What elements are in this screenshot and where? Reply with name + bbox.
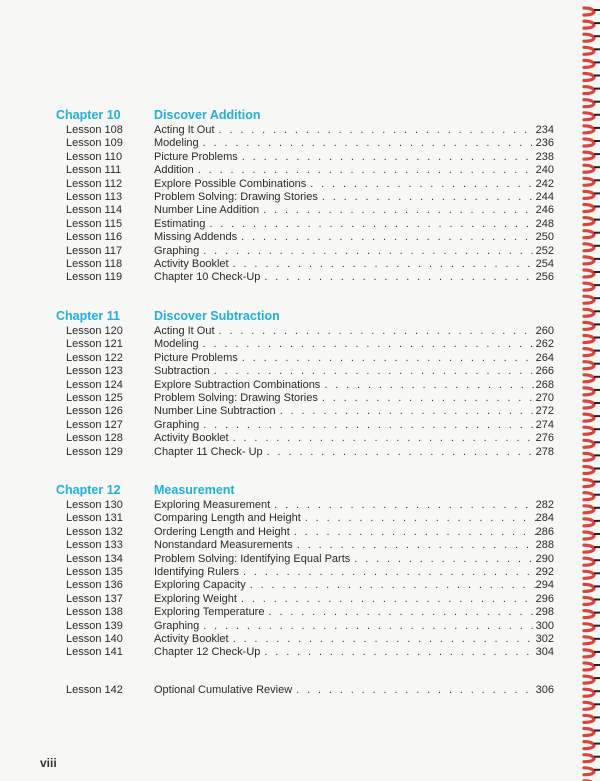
toc-entry[interactable] — [56, 338, 554, 351]
lesson-title: Missing Addends — [154, 231, 238, 244]
lesson-entry — [154, 606, 554, 619]
lesson-entry — [154, 325, 554, 338]
lesson-number: Lesson 118 — [66, 257, 123, 270]
lesson-number: Lesson 133 — [66, 539, 123, 552]
lesson-number: Lesson 128 — [66, 432, 123, 445]
lesson-number: Lesson 124 — [66, 378, 123, 391]
toc-entry[interactable] — [56, 257, 554, 271]
chapter-number: Chapter 11 — [56, 309, 120, 323]
chapter-heading — [56, 309, 496, 325]
page-number: 272 — [535, 405, 554, 418]
lesson-title: Modeling — [154, 137, 199, 150]
lesson-entry — [154, 338, 554, 351]
lesson-number: Lesson 142 — [66, 684, 123, 696]
binding-ring — [584, 21, 594, 28]
dot-leader — [294, 526, 536, 539]
page-number: 300 — [535, 619, 554, 632]
toc-entry[interactable] — [56, 391, 554, 405]
toc-entry[interactable] — [56, 565, 554, 579]
page-number: 242 — [535, 177, 554, 190]
toc-entry[interactable] — [56, 684, 554, 697]
binding-ring — [584, 584, 594, 591]
page-number: 256 — [535, 271, 554, 284]
lesson-number: Lesson 123 — [66, 365, 123, 378]
dot-leader — [233, 633, 536, 646]
lesson-entry — [154, 684, 554, 697]
dot-leader — [203, 620, 535, 633]
dot-leader — [274, 499, 535, 512]
dot-leader — [203, 245, 535, 258]
lesson-entry — [154, 646, 554, 659]
lesson-number: Lesson 120 — [66, 325, 123, 337]
dot-leader — [268, 606, 535, 619]
lesson-number: Lesson 129 — [66, 445, 123, 458]
lesson-entry — [154, 164, 554, 177]
binding-ring — [584, 689, 594, 696]
dot-leader — [305, 512, 536, 525]
lesson-entry — [154, 405, 554, 418]
lesson-number: Lesson 114 — [66, 204, 123, 217]
page-number: 294 — [535, 579, 554, 592]
lesson-title: Exploring Temperature — [154, 606, 265, 619]
lesson-entry — [154, 191, 554, 204]
spiral-binding — [570, 0, 600, 781]
page-number: 302 — [535, 632, 554, 645]
lesson-number: Lesson 132 — [66, 525, 123, 538]
binding-ring — [584, 178, 594, 185]
binding-ring — [584, 401, 594, 408]
dot-leader — [241, 593, 536, 606]
lesson-entry — [154, 566, 554, 579]
binding-ring — [584, 427, 594, 434]
chapter-number: Chapter 10 — [56, 108, 121, 122]
binding-ring — [584, 440, 594, 447]
binding-ring — [584, 571, 594, 578]
dot-leader — [198, 164, 536, 177]
binding-ring — [584, 506, 594, 513]
dot-leader — [242, 352, 536, 365]
lesson-title: Activity Booklet — [154, 432, 229, 445]
lesson-title: Graphing — [154, 418, 200, 431]
toc-entry[interactable] — [56, 351, 554, 365]
binding-ring — [584, 663, 594, 670]
binding-ring — [584, 676, 594, 683]
binding-ring — [584, 388, 594, 395]
toc-entry[interactable] — [56, 512, 554, 525]
binding-ring — [584, 231, 594, 238]
binding-ring — [584, 87, 594, 94]
lesson-entry — [154, 178, 554, 191]
toc-entry[interactable] — [56, 632, 554, 646]
page-number: 284 — [535, 512, 554, 525]
dot-leader — [203, 338, 536, 351]
binding-ring — [584, 34, 594, 41]
lesson-number: Lesson 108 — [66, 124, 123, 136]
lesson-number: Lesson 134 — [66, 552, 123, 565]
lesson-entry — [154, 526, 554, 539]
binding-ring — [584, 257, 594, 264]
page-number: 304 — [535, 646, 554, 659]
toc-entry[interactable] — [56, 619, 554, 633]
lesson-title: Exploring Measurement — [154, 499, 271, 511]
toc-entry[interactable] — [56, 418, 554, 432]
dot-leader — [322, 392, 536, 405]
toc-entry[interactable] — [56, 150, 554, 164]
dot-leader — [297, 539, 536, 552]
binding-ring — [584, 205, 594, 212]
lesson-number: Lesson 137 — [66, 592, 123, 605]
page-number: 268 — [535, 378, 554, 391]
chapter-number: Chapter 12 — [56, 483, 121, 497]
lesson-entry — [154, 124, 554, 137]
lesson-number: Lesson 112 — [66, 177, 123, 190]
lesson-entry — [154, 204, 554, 217]
binding-ring — [584, 362, 594, 369]
lesson-number: Lesson 111 — [66, 164, 122, 177]
lesson-title: Ordering Length and Height — [154, 525, 290, 538]
dot-leader — [219, 325, 536, 338]
lesson-title: Nonstandard Measurements — [154, 539, 293, 552]
lesson-title: Activity Booklet — [154, 632, 229, 645]
binding-ring — [584, 545, 594, 552]
binding-ring — [584, 742, 594, 749]
toc-entry[interactable] — [56, 244, 554, 258]
binding-ring — [584, 729, 594, 736]
binding-ring — [584, 100, 594, 107]
dot-leader — [280, 405, 536, 418]
page-number: 296 — [535, 592, 554, 605]
lesson-title: Acting It Out — [154, 325, 215, 337]
lesson-entry — [154, 593, 554, 606]
chapter-heading — [56, 483, 496, 499]
toc-entry[interactable] — [56, 539, 554, 552]
page-number: 270 — [535, 391, 554, 404]
lesson-entry — [154, 539, 554, 552]
lesson-title: Picture Problems — [154, 150, 238, 163]
binding-ring — [584, 467, 594, 474]
page-number: 248 — [535, 217, 554, 230]
dot-leader — [203, 137, 536, 150]
lesson-number: Lesson 141 — [66, 646, 123, 659]
binding-ring — [584, 218, 594, 225]
lesson-number: Lesson 140 — [66, 632, 123, 645]
binding-ring — [584, 558, 594, 565]
dot-leader — [233, 432, 536, 445]
lesson-title: Exploring Weight — [154, 592, 237, 605]
lesson-title: Chapter 11 Check- Up — [154, 445, 263, 458]
lesson-entry — [154, 245, 554, 258]
binding-ring — [584, 453, 594, 460]
lesson-title: Explore Subtraction Combinations — [154, 378, 321, 391]
toc-entry[interactable] — [56, 552, 554, 566]
page-number: 240 — [535, 164, 554, 177]
chapter-title: Discover Addition — [154, 108, 261, 122]
lesson-title: Exploring Capacity — [154, 579, 246, 592]
lesson-number: Lesson 125 — [66, 391, 123, 404]
lesson-number: Lesson 110 — [66, 150, 123, 163]
lesson-number: Lesson 121 — [66, 338, 123, 351]
binding-ring — [584, 650, 594, 657]
page-number: 236 — [535, 137, 554, 150]
binding-ring — [584, 244, 594, 251]
lesson-title: Addition — [154, 164, 194, 177]
toc-entry[interactable] — [56, 231, 554, 244]
binding-ring — [584, 637, 594, 644]
toc-entry[interactable] — [56, 405, 554, 418]
lesson-number: Lesson 138 — [66, 606, 123, 619]
toc-entry[interactable] — [56, 325, 554, 338]
lesson-title: Estimating — [154, 217, 206, 230]
binding-ring — [584, 715, 594, 722]
lesson-number: Lesson 119 — [66, 271, 123, 284]
binding-ring — [584, 611, 594, 618]
dot-leader — [250, 579, 536, 592]
lesson-entry — [154, 271, 554, 284]
dot-leader — [219, 124, 536, 137]
binding-ring — [584, 624, 594, 631]
chapter-10-section — [56, 108, 554, 285]
dot-leader — [203, 419, 535, 432]
lesson-title: Chapter 12 Check-Up — [154, 646, 261, 659]
lesson-title: Picture Problems — [154, 351, 238, 364]
toc-entry[interactable] — [56, 579, 554, 592]
binding-ring — [584, 322, 594, 329]
page-folio: viii — [40, 756, 57, 770]
toc-entry[interactable] — [56, 190, 554, 204]
toc-entry[interactable] — [56, 365, 554, 378]
lesson-number: Lesson 117 — [66, 244, 123, 257]
toc-entry[interactable] — [56, 177, 554, 191]
dot-leader — [209, 218, 535, 231]
binding-ring — [584, 152, 594, 159]
dot-leader — [263, 204, 535, 217]
lesson-title: Problem Solving: Identifying Equal Parts — [154, 552, 351, 565]
optional-review-section — [56, 684, 554, 697]
page-number: 254 — [535, 257, 554, 270]
lesson-title: Subtraction — [154, 365, 210, 378]
chapter-11-section — [56, 309, 554, 459]
lesson-entry — [154, 392, 554, 405]
lesson-title: Comparing Length and Height — [154, 512, 301, 525]
lesson-number: Lesson 135 — [66, 565, 123, 578]
dot-leader — [264, 271, 535, 284]
lesson-entry — [154, 151, 554, 164]
dot-leader — [324, 379, 535, 392]
lesson-number: Lesson 116 — [66, 231, 123, 244]
binding-ring — [584, 598, 594, 605]
binding-ring — [584, 309, 594, 316]
page-number: 278 — [535, 445, 554, 458]
lesson-title: Activity Booklet — [154, 257, 229, 270]
lesson-entry — [154, 365, 554, 378]
lesson-number: Lesson 127 — [66, 418, 123, 431]
lesson-number: Lesson 131 — [66, 512, 123, 525]
lesson-number: Lesson 113 — [66, 190, 123, 203]
page-number: 238 — [535, 150, 554, 163]
binding-ring — [584, 480, 594, 487]
chapter-12-section — [56, 483, 554, 660]
page-number: 290 — [535, 552, 554, 565]
binding-ring — [584, 191, 594, 198]
binding-ring — [584, 414, 594, 421]
lesson-title: Graphing — [154, 619, 200, 632]
toc-entry[interactable] — [56, 646, 554, 659]
lesson-entry — [154, 512, 554, 525]
page-number: 244 — [535, 190, 554, 203]
dot-leader — [264, 646, 535, 659]
lesson-entry — [154, 137, 554, 150]
page-number: 288 — [535, 539, 554, 552]
chapter-heading — [56, 108, 496, 124]
page-number: 292 — [535, 565, 554, 578]
dot-leader — [296, 684, 535, 697]
lesson-entry — [154, 379, 554, 392]
toc-entry[interactable] — [56, 204, 554, 217]
binding-ring — [584, 336, 594, 343]
dot-leader — [322, 191, 536, 204]
toc-entry[interactable] — [56, 378, 554, 392]
page-number: 286 — [535, 525, 554, 538]
lesson-title: Modeling — [154, 338, 199, 351]
lesson-entry — [154, 419, 554, 432]
lesson-title: Explore Possible Combinations — [154, 177, 307, 190]
toc-entry[interactable] — [56, 164, 554, 177]
toc-entry[interactable] — [56, 217, 554, 231]
page-number: 250 — [535, 231, 554, 244]
dot-leader — [243, 566, 536, 579]
binding-ring — [584, 296, 594, 303]
lesson-entry — [154, 231, 554, 244]
dot-leader — [242, 151, 536, 164]
page-number: 276 — [535, 432, 554, 445]
page-number: 266 — [535, 365, 554, 378]
lesson-number: Lesson 109 — [66, 137, 123, 150]
binding-ring — [584, 126, 594, 133]
toc-entry[interactable] — [56, 124, 554, 137]
binding-ring — [584, 113, 594, 120]
toc-entry[interactable] — [56, 606, 554, 619]
toc-entry[interactable] — [56, 445, 554, 459]
lesson-entry — [154, 620, 554, 633]
lesson-entry — [154, 258, 554, 271]
lesson-entry — [154, 553, 554, 566]
page-number: 306 — [535, 684, 554, 696]
lesson-title: Problem Solving: Drawing Stories — [154, 190, 318, 203]
chapter-title: Measurement — [154, 483, 235, 497]
binding-ring — [584, 519, 594, 526]
lesson-title: Chapter 10 Check-Up — [154, 271, 261, 284]
toc-entry[interactable] — [56, 525, 554, 539]
page-number: 252 — [535, 244, 554, 257]
lesson-number: Lesson 136 — [66, 579, 123, 592]
lesson-entry — [154, 499, 554, 512]
lesson-number: Lesson 139 — [66, 619, 123, 632]
toc-entry[interactable] — [56, 271, 554, 284]
lesson-title: Graphing — [154, 244, 200, 257]
binding-ring — [584, 74, 594, 81]
binding-ring — [584, 47, 594, 54]
dot-leader — [241, 231, 535, 244]
lesson-entry — [154, 633, 554, 646]
lesson-title: Number Line Addition — [154, 204, 260, 217]
lesson-number: Lesson 130 — [66, 499, 123, 511]
binding-ring — [584, 8, 594, 15]
binding-ring — [584, 283, 594, 290]
lesson-title: Optional Cumulative Review — [154, 684, 293, 696]
toc-entry[interactable] — [56, 137, 554, 150]
page-number: 274 — [535, 418, 554, 431]
lesson-title: Acting It Out — [154, 124, 215, 136]
page-number: 260 — [535, 325, 554, 337]
page-number: 234 — [535, 124, 554, 136]
dot-leader — [354, 553, 535, 566]
page-number: 246 — [535, 204, 554, 217]
lesson-number: Lesson 122 — [66, 351, 123, 364]
dot-leader — [267, 446, 536, 459]
page-number: 298 — [535, 606, 554, 619]
lesson-entry — [154, 579, 554, 592]
binding-ring — [584, 493, 594, 500]
lesson-entry — [154, 446, 554, 459]
binding-ring — [584, 139, 594, 146]
binding-ring — [584, 532, 594, 539]
toc-entry[interactable] — [56, 592, 554, 606]
lesson-entry — [154, 218, 554, 231]
binding-ring — [584, 270, 594, 277]
binding-ring — [584, 375, 594, 382]
lesson-entry — [154, 432, 554, 445]
dot-leader — [214, 365, 536, 378]
binding-ring — [584, 165, 594, 172]
binding-ring — [584, 60, 594, 67]
toc-entry[interactable] — [56, 432, 554, 445]
dot-leader — [310, 178, 535, 191]
binding-ring — [584, 702, 594, 709]
lesson-title: Problem Solving: Drawing Stories — [154, 391, 318, 404]
lesson-title: Identifying Rulers — [154, 565, 239, 578]
binding-ring — [584, 755, 594, 762]
chapter-title: Discover Subtraction — [154, 309, 280, 323]
page-number: 282 — [535, 499, 554, 511]
lesson-title: Number Line Subtraction — [154, 405, 276, 418]
binding-ring — [584, 349, 594, 356]
dot-leader — [233, 258, 536, 271]
lesson-number: Lesson 126 — [66, 405, 123, 418]
lesson-number: Lesson 115 — [66, 217, 123, 230]
page-number: 262 — [535, 338, 554, 351]
binding-ring — [584, 768, 594, 775]
toc-entry[interactable] — [56, 499, 554, 512]
page-number: 264 — [535, 351, 554, 364]
lesson-entry — [154, 352, 554, 365]
